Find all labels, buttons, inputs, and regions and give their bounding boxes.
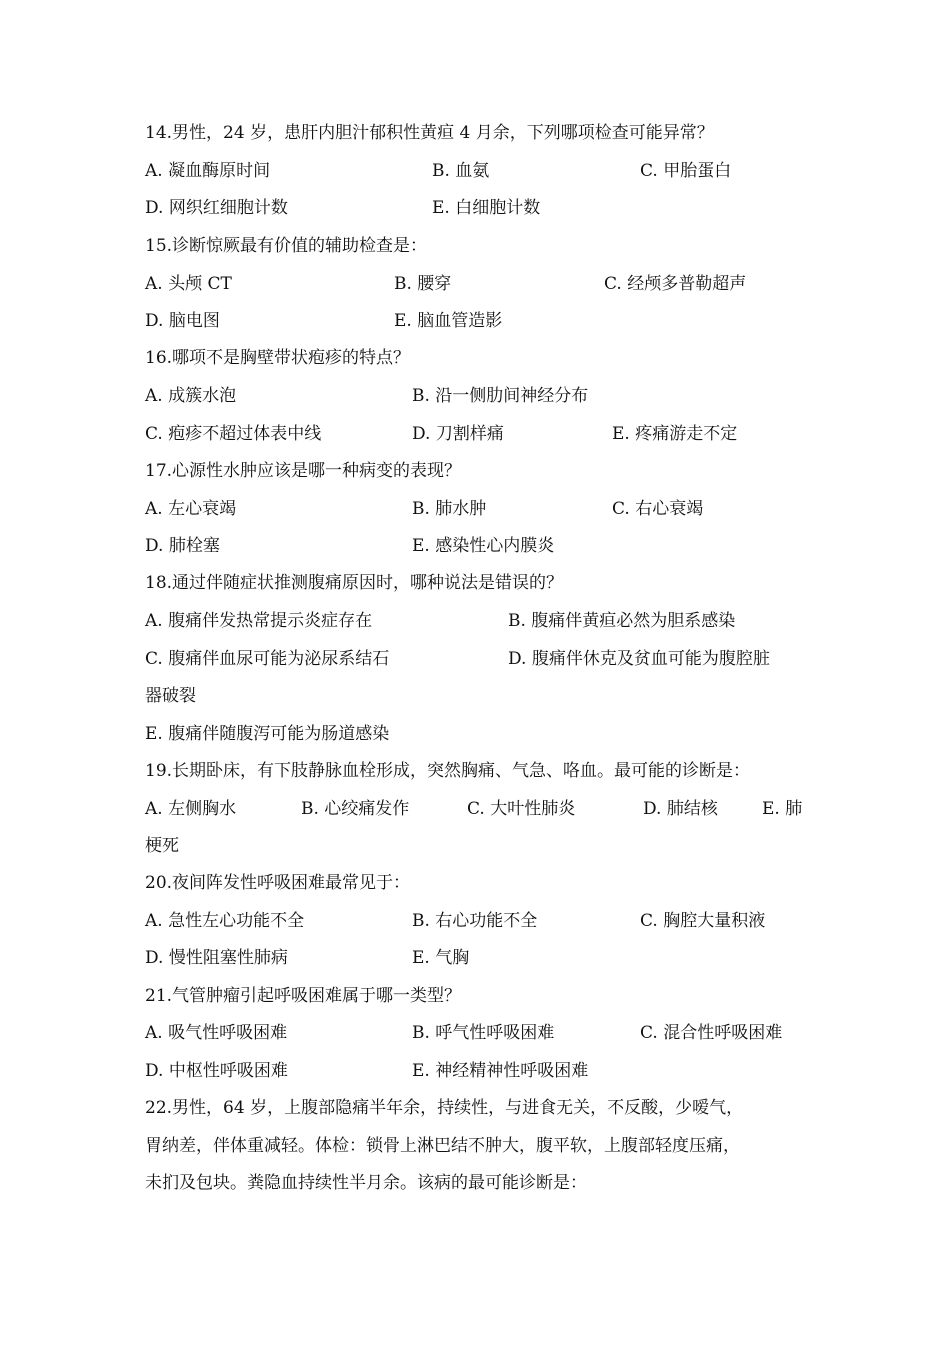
q19-option-e: E. 肺 [762,799,803,819]
question-22-line-3: 未扪及包块。粪隐血持续性半月余。该病的最可能诊断是： [145,1173,587,1193]
q16-option-a: A. 成簇水泡 [145,386,237,406]
question-22-line-1: 22.男性，64 岁，上腹部隐痛半年余，持续性，与进食无关，不反酸，少嗳气， [145,1098,744,1118]
question-21-stem: 21.气管肿瘤引起呼吸困难属于哪一类型？ [145,986,462,1006]
q16-option-d: D. 刀割样痛 [412,424,504,444]
q18-option-d: D. 腹痛伴休克及贫血可能为腹腔脏 [508,649,770,669]
q15-option-b: B. 腰穿 [394,274,452,294]
q21-option-a: A. 吸气性呼吸困难 [145,1023,288,1043]
q15-option-d: D. 脑电图 [145,311,220,331]
q17-option-e: E. 感染性心内膜炎 [412,536,555,556]
q17-option-c: C. 右心衰竭 [612,499,704,519]
question-14-stem: 14.男性，24 岁，患肝内胆汁郁积性黄疸 4 月余，下列哪项检查可能异常？ [145,123,714,143]
q15-option-e: E. 脑血管造影 [394,311,503,331]
q15-option-c: C. 经颅多普勒超声 [604,274,747,294]
q18-option-d-continued: 器破裂 [145,686,196,706]
question-19-stem: 19.长期卧床，有下肢静脉血栓形成，突然胸痛、气急、咯血。最可能的诊断是： [145,761,751,781]
q18-option-c: C. 腹痛伴血尿可能为泌尿系结石 [145,649,390,669]
question-20-stem: 20.夜间阵发性呼吸困难最常见于： [145,873,411,893]
question-16-stem: 16.哪项不是胸壁带状疱疹的特点？ [145,348,411,368]
question-17-stem: 17.心源性水肿应该是哪一种病变的表现？ [145,461,462,481]
q18-option-e: E. 腹痛伴随腹泻可能为肠道感染 [145,724,390,744]
q18-option-b: B. 腹痛伴黄疸必然为胆系感染 [508,611,736,631]
q14-option-e: E. 白细胞计数 [432,198,541,218]
q15-option-a: A. 头颅 CT [145,274,232,294]
q19-option-e-continued: 梗死 [145,836,179,856]
q19-option-d: D. 肺结核 [643,799,718,819]
q18-option-a: A. 腹痛伴发热常提示炎症存在 [145,611,373,631]
q20-option-c: C. 胸腔大量积液 [640,911,766,931]
q21-option-e: E. 神经精神性呼吸困难 [412,1061,589,1081]
q14-option-d: D. 网织红细胞计数 [145,198,288,218]
q21-option-b: B. 呼气性呼吸困难 [412,1023,555,1043]
q19-option-a: A. 左侧胸水 [145,799,237,819]
q20-option-d: D. 慢性阻塞性肺病 [145,948,288,968]
q20-option-a: A. 急性左心功能不全 [145,911,305,931]
question-22-line-2: 胃纳差，伴体重减轻。体检：锁骨上淋巴结不肿大，腹平软，上腹部轻度压痛， [145,1136,740,1156]
question-18-stem: 18.通过伴随症状推测腹痛原因时，哪种说法是错误的？ [145,573,564,593]
q19-option-c: C. 大叶性肺炎 [467,799,576,819]
q17-option-a: A. 左心衰竭 [145,499,237,519]
q21-option-d: D. 中枢性呼吸困难 [145,1061,288,1081]
q16-option-e: E. 疼痛游走不定 [612,424,738,444]
q17-option-b: B. 肺水肿 [412,499,487,519]
q16-option-b: B. 沿一侧肋间神经分布 [412,386,589,406]
q17-option-d: D. 肺栓塞 [145,536,220,556]
q20-option-b: B. 右心功能不全 [412,911,538,931]
q20-option-e: E. 气胸 [412,948,470,968]
q14-option-c: C. 甲胎蛋白 [640,161,732,181]
q14-option-a: A. 凝血酶原时间 [145,161,271,181]
q16-option-c: C. 疱疹不超过体表中线 [145,424,322,444]
q14-option-b: B. 血氨 [432,161,490,181]
q19-option-b: B. 心绞痛发作 [301,799,410,819]
question-15-stem: 15.诊断惊厥最有价值的辅助检查是： [145,236,428,256]
q21-option-c: C. 混合性呼吸困难 [640,1023,783,1043]
